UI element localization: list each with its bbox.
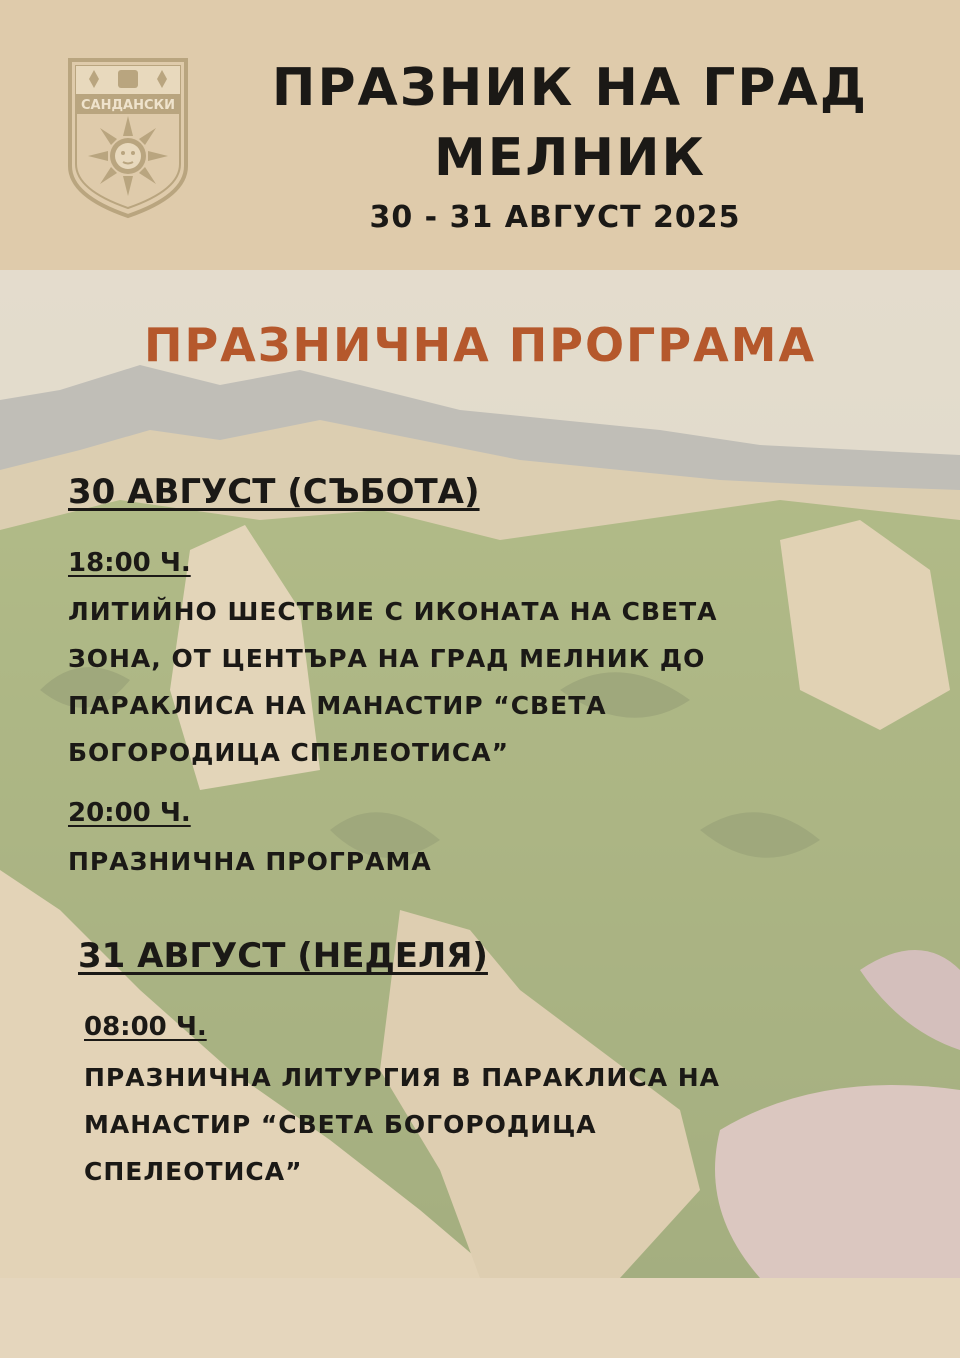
event-description (68, 838, 432, 885)
event-line: ЛИТИЙНО ШЕСТВИЕ С ИКОНАТА НА СВЕТА (68, 597, 718, 626)
program-title: ПРАЗНИЧНА ПРОГРАМА (143, 318, 817, 372)
event-line: СПЕЛЕОТИСА” (84, 1157, 303, 1186)
event-line: БОГОРОДИЦА СПЕЛЕОТИСА” (68, 738, 510, 767)
event-dates: 30 - 31 АВГУСТ 2025 (369, 200, 741, 235)
event-time: 18:00 Ч. (68, 548, 191, 578)
event-description (84, 1054, 720, 1195)
event-title-line1: ПРАЗНИК НА ГРАД (271, 58, 869, 118)
footer-band (0, 1278, 960, 1358)
sandanski-crest-icon (66, 56, 190, 220)
event-line: ПАРАКЛИСА НА МАНАСТИР “СВЕТА (68, 691, 607, 720)
event-line: ПРАЗНИЧНА ПРОГРАМА (68, 847, 432, 876)
event-time: 08:00 Ч. (84, 1012, 207, 1042)
event-description (68, 588, 717, 776)
event-title-line2: МЕЛНИК (434, 128, 706, 188)
crest-text: САНДАНСКИ (80, 98, 176, 113)
day-heading-sunday: 31 АВГУСТ (НЕДЕЛЯ) (78, 936, 488, 976)
day-heading-saturday: 30 АВГУСТ (СЪБОТА) (68, 472, 480, 512)
event-line: МАНАСТИР “СВЕТА БОГОРОДИЦА (84, 1110, 597, 1139)
event-line: ЗОНА, ОТ ЦЕНТЪРА НА ГРАД МЕЛНИК ДО (68, 644, 706, 673)
event-time: 20:00 Ч. (68, 798, 191, 828)
event-line: ПРАЗНИЧНА ЛИТУРГИЯ В ПАРАКЛИСА НА (84, 1063, 721, 1092)
